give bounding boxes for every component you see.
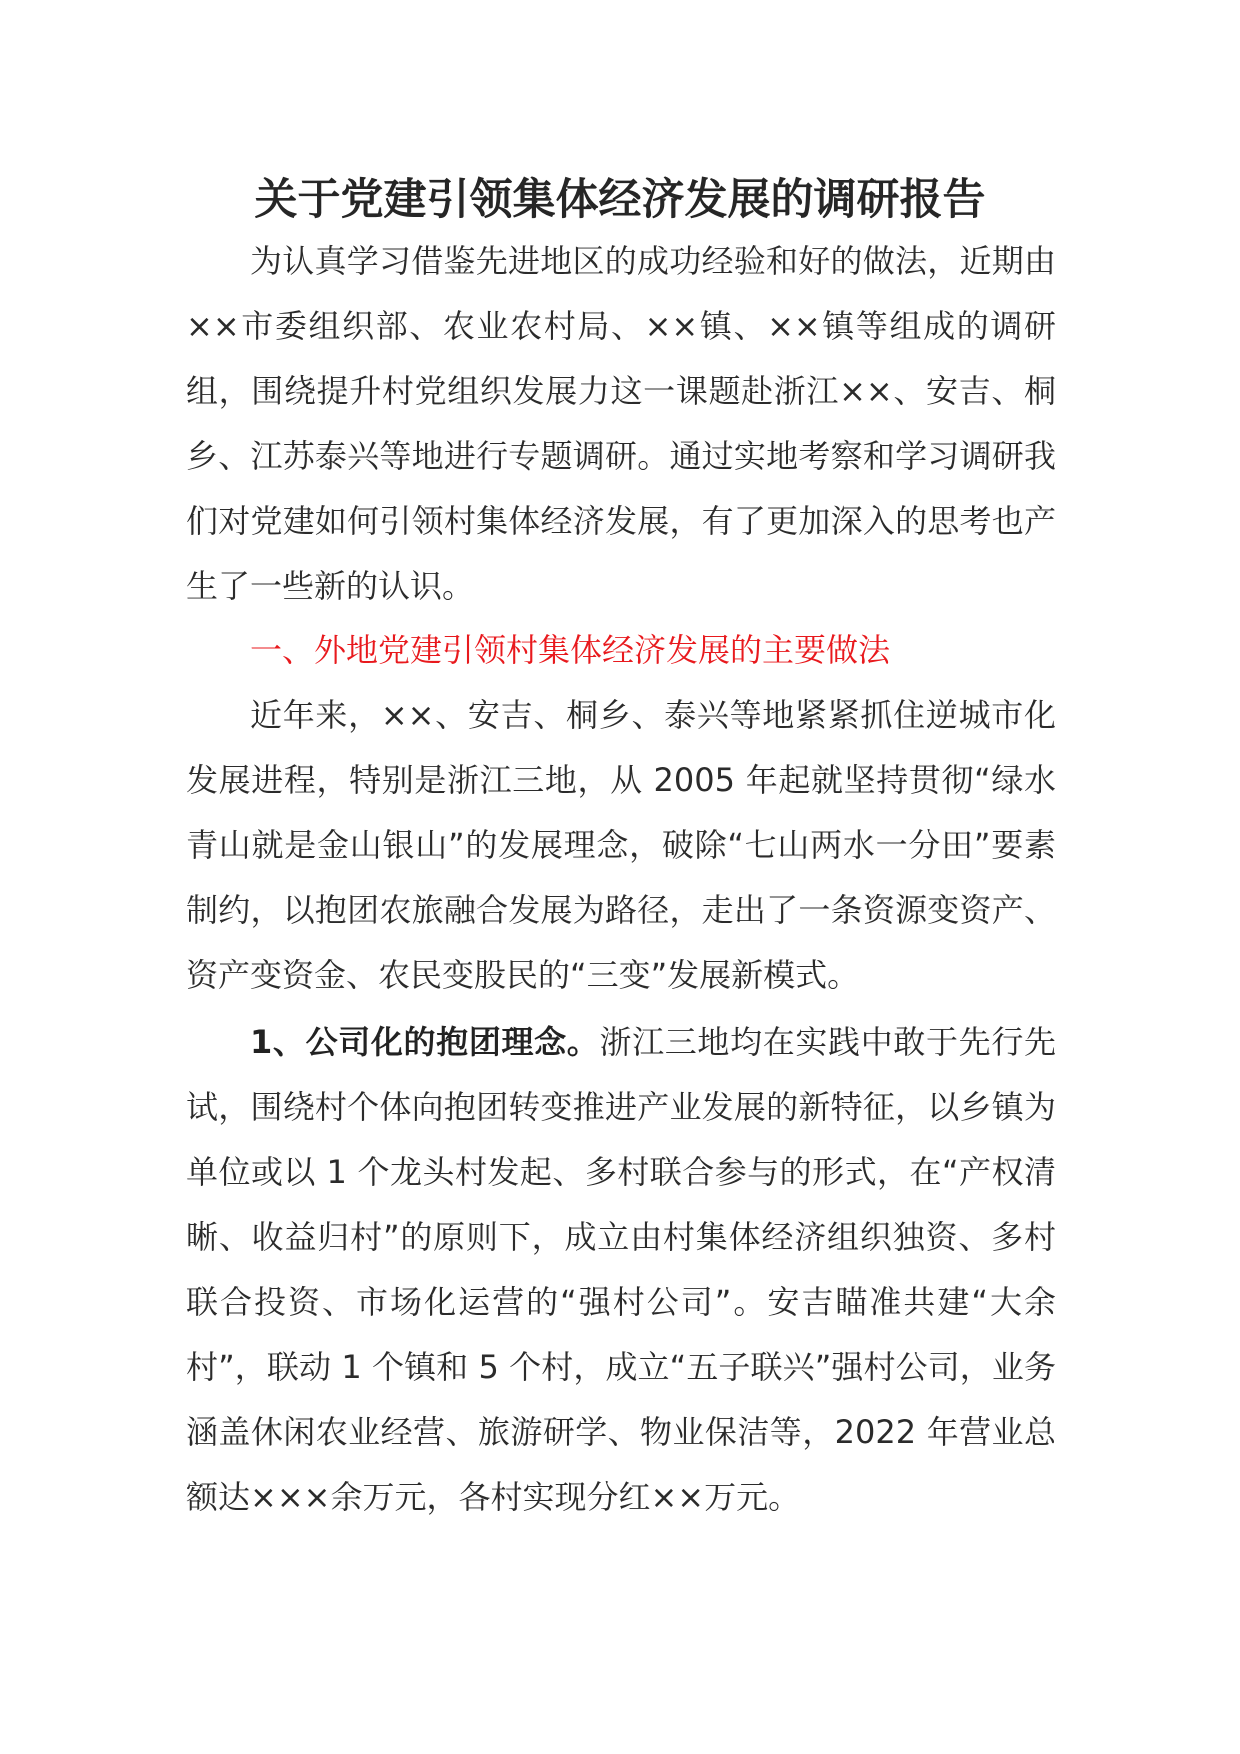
- paragraph-body: 浙江三地均在实践中敢于先行先试，围绕村个体向抱团转变推进产业发展的新特征，以乡镇为单位或以 1 个龙头村发起、多村联合参与的形式，在“产权清晰、收益归村”的原则下，成立由村集体经济组织独资、多村联合投资、市场化运营的“强村公司”。安吉瞄准共建“大余村”，联动 1 个镇和 5 个村，成立“五子联兴”强村公司，业务涵盖休闲农业经营、旅游研学、物业保洁等，2022 年营业总额达×××余万元，各村实现分红××万元。: [186, 1023, 1056, 1516]
- document-title: 关于党建引领集体经济发展的调研报告: [254, 175, 986, 225]
- body-paragraph-numbered: [186, 1010, 1056, 1530]
- body-paragraph: 近年来，××、安吉、桐乡、泰兴等地紧紧抓住逆城市化发展进程，特别是浙江三地，从 2005 年起就坚持贯彻“绿水青山就是金山银山”的发展理念，破除“七山两水一分田”要素制约，以抱团农旅融合发展为路径，走出了一条资源变资产、资产变资金、农民变股民的“三变”发展新模式。: [186, 696, 1056, 994]
- paragraph-lead: 1、公司化的抱团理念。: [250, 1023, 600, 1061]
- section-heading: 一、外地党建引领村集体经济发展的主要做法: [250, 631, 891, 669]
- intro-paragraph: 为认真学习借鉴先进地区的成功经验和好的做法，近期由××市委组织部、农业农村局、××镇、××镇等组成的调研组，围绕提升村党组织发展力这一课题赴浙江××、安吉、桐乡、江苏泰兴等地进行专题调研。通过实地考察和学习调研我们对党建如何引领村集体经济发展，有了更加深入的思考也产生了一些新的认识。: [186, 242, 1056, 605]
